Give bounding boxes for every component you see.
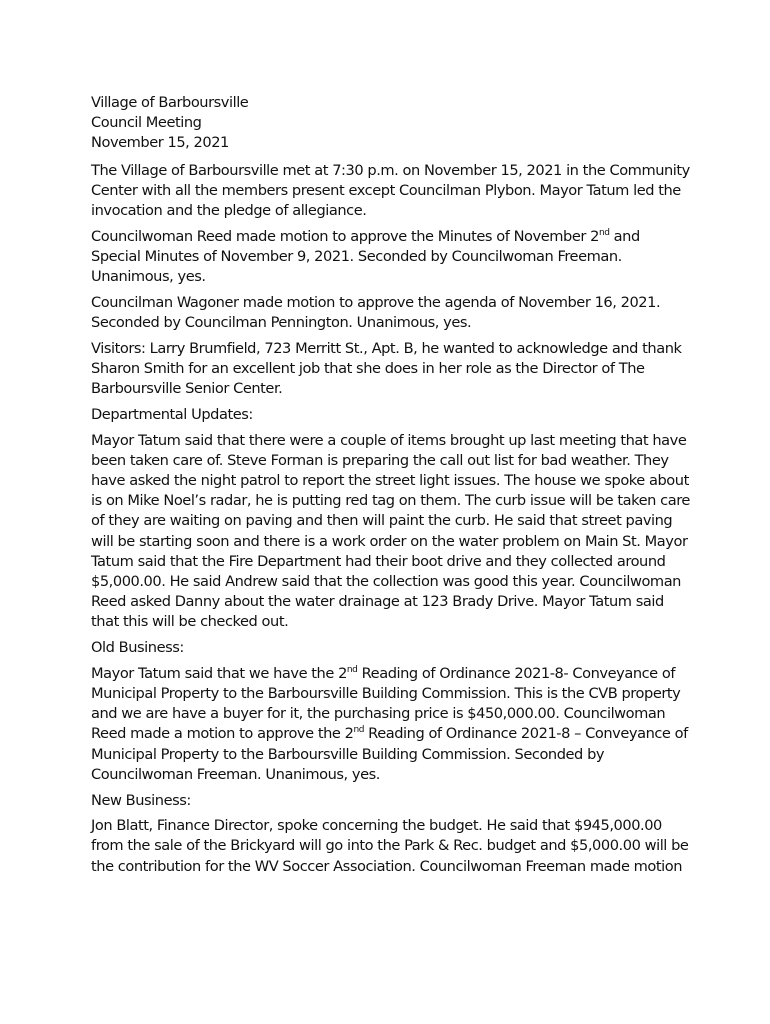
agenda-motion-paragraph: Councilman Wagoner made motion to approve the agenda of November 16, 2021. Seconded by Councilman Pennington. Unanimous, yes. (91, 293, 661, 332)
departmental-updates-paragraph: Mayor Tatum said that there were a couple of items brought up last meeting that have been taken care of. Steve Forman is preparing the call out list for bad weather. They have asked the night patrol to report the street light issues. The house we spoke about is on Mike Noel’s radar, he is putting red tag on them. The curb issue will be taken care of they are waiting on paving and then will paint the curb. He said that street paving will be starting soon and there is a work order on the water problem on Main St. Mayor Tatum said that the Fire Department had their boot drive and they collected around $5,000.00. He said Andrew said that the collection was good this year. Councilwoman Reed asked Danny about the water drainage at 123 Brady Drive. Mayor Tatum said that this will be checked out. (91, 431, 690, 631)
minutes-motion-paragraph (91, 227, 691, 288)
old-business-ordinal-1: nd (346, 664, 358, 675)
minutes-motion-text-2: and Special Minutes of November 9, 2021. Seconded by Councilwoman Freeman. Unanimous, yes. (91, 227, 640, 286)
minutes-motion-text-1: Councilwoman Reed made motion to approve the Minutes of November 2 (91, 227, 599, 245)
opening-paragraph: The Village of Barboursville met at 7:30 p.m. on November 15, 2021 in the Community Center with all the members present except Councilman Plybon. Mayor Tatum led the invocation and the pledge of allegiance. (91, 161, 690, 220)
old-business-ordinal-2: nd (353, 725, 364, 736)
new-business-paragraph: Jon Blatt, Finance Director, spoke concerning the budget. He said that $945,000.00 from the sale of the Brickyard will go into the Park & Rec. budget and $5,000.00 will be the contribution for the WV Soccer Association. Councilwoman Freeman made motion (91, 817, 689, 875)
minutes-motion-ordinal: nd (598, 227, 610, 238)
new-business-heading: New Business: (91, 791, 191, 809)
old-business-text-3: Reading of Ordinance 2021-8 – Conveyance of Municipal Property to the Barboursville Building Commission. Seconded by Councilwoman Freeman. Unanimous, yes. (91, 725, 688, 783)
old-business-heading: Old Business: (91, 639, 184, 657)
meeting-type: Council Meeting (91, 114, 202, 132)
document-page (91, 93, 691, 877)
old-business-text-2: Reading of Ordinance 2021-8- Conveyance of Municipal Property to the Barboursville Building Commission. This is the CVB property and we are have a buyer for it, the purchasing price is $450,000.00. Councilwoman Reed made a motion to approve the 2 (91, 664, 681, 743)
departmental-updates-heading: Departmental Updates: (91, 405, 253, 423)
visitors-paragraph: Visitors: Larry Brumfield, 723 Merritt St., Apt. B, he wanted to acknowledge and thank Sharon Smith for an excellent job that she does in her role as the Director of The Barboursville Senior Center. (91, 339, 682, 398)
village-name: Village of Barboursville (91, 94, 249, 111)
meeting-date: November 15, 2021 (91, 134, 229, 152)
old-business-text-1: Mayor Tatum said that we have the 2 (91, 664, 347, 682)
old-business-paragraph (91, 664, 691, 785)
